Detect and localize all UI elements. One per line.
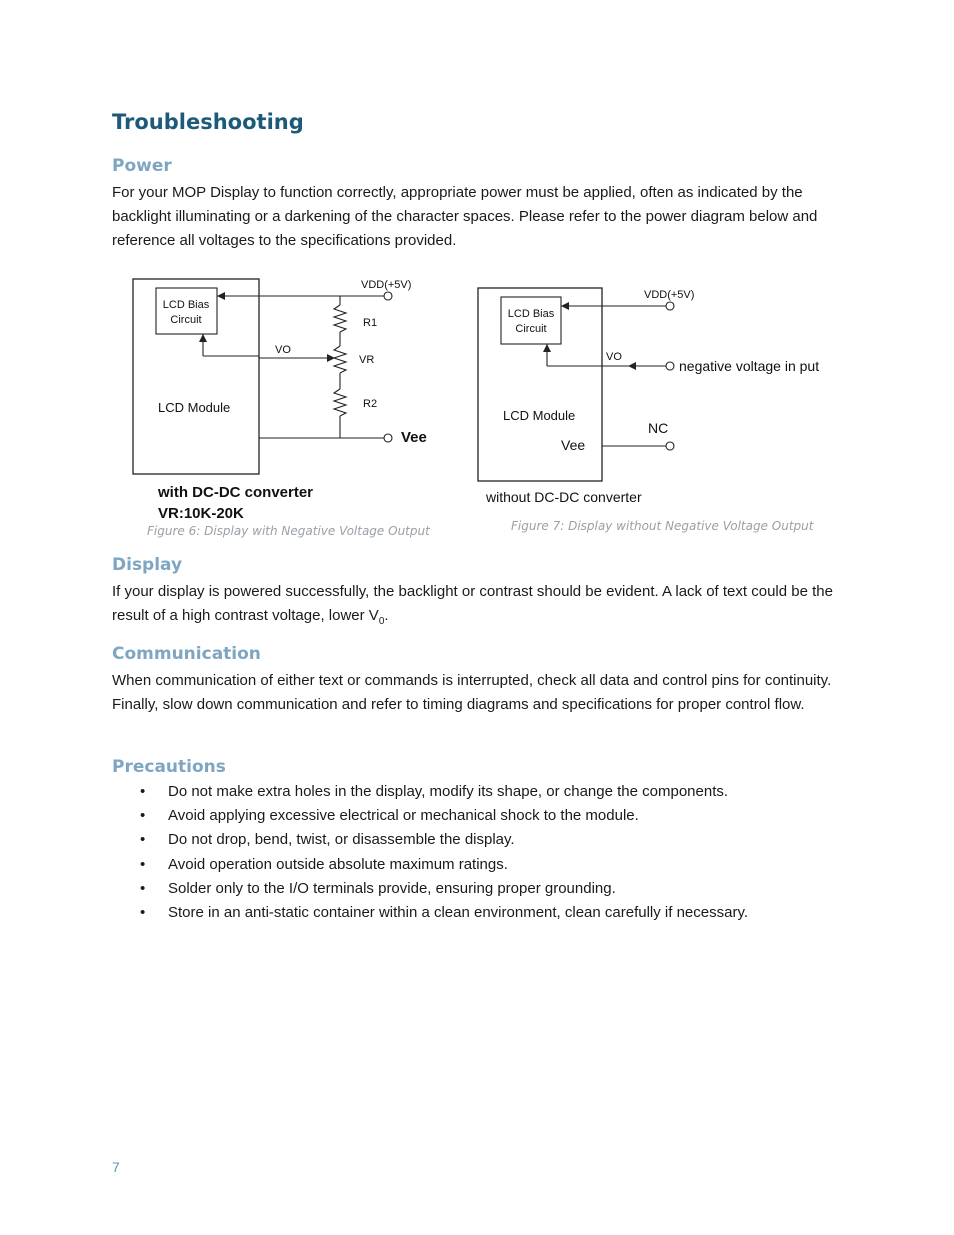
lcd-bias-box xyxy=(501,297,561,344)
list-item xyxy=(112,828,842,852)
precautions-heading: Precautions xyxy=(112,757,226,777)
list-item xyxy=(112,804,842,828)
nc-label: NC xyxy=(648,420,669,436)
lcd-bias-label-2: Circuit xyxy=(170,314,202,326)
power-paragraph: For your MOP Display to function correctly, appropriate power must be applied, often as indicated by the backlight illuminating or a darkening of the character spaces. Please refer to the power diagram below and reference all voltages to the specifications provided. xyxy=(112,184,818,249)
display-subscript: 0 xyxy=(378,616,385,627)
list-item-text: Do not make extra holes in the display, modify its shape, or change the components. xyxy=(168,783,729,800)
communication-heading: Communication xyxy=(112,644,261,664)
list-item-text: Avoid operation outside absolute maximum ratings. xyxy=(168,855,508,873)
figure-6-caption: Figure 6: Display with Negative Voltage Output xyxy=(147,524,430,538)
precautions-list xyxy=(112,780,842,925)
list-item xyxy=(112,780,842,804)
power-heading: Power xyxy=(112,156,172,176)
vo-label: VO xyxy=(275,344,291,356)
bullet-icon: • xyxy=(140,855,146,873)
list-item xyxy=(112,901,842,925)
lcd-module-label: LCD Module xyxy=(503,408,576,423)
vdd-label: VDD(+5V) xyxy=(644,289,695,301)
vr-label: VR xyxy=(359,354,375,366)
bullet-icon: • xyxy=(140,807,146,825)
list-item-text: Solder only to the I/O terminals provide, ensuring proper grounding. xyxy=(168,879,616,897)
vdd-label: VDD(+5V) xyxy=(361,279,412,291)
bullet-icon: • xyxy=(140,879,146,897)
dc-dc-note: without DC-DC converter xyxy=(486,489,642,505)
display-text: If your display is powered successfully, the backlight or contrast should be evident. A lack of text could be the result of a high contrast voltage, lower V xyxy=(112,583,833,624)
negative-input-terminal xyxy=(666,362,674,370)
dc-dc-note: with DC-DC converter xyxy=(158,484,314,501)
bullet-icon: • xyxy=(140,831,146,849)
lcd-bias-label-1: LCD Bias xyxy=(507,308,555,320)
list-item xyxy=(112,853,842,877)
vee-terminal xyxy=(384,434,392,442)
lcd-bias-label-2: Circuit xyxy=(515,323,547,335)
vr-range-note: VR:10K-20K xyxy=(158,505,244,522)
display-text-end: . xyxy=(384,607,389,624)
lcd-bias-box xyxy=(156,288,217,334)
list-item-text: Store in an anti-static container within a clean environment, clean carefully if necessary. xyxy=(168,903,749,921)
figure-7-diagram xyxy=(470,280,850,510)
r2-label: R2 xyxy=(363,398,378,410)
communication-paragraph: When communication of either text or commands is interrupted, check all data and control pins for continuity. Finally, slow down communication and refer to timing diagrams and specifications for proper control flow. xyxy=(112,672,832,713)
r1-label: R1 xyxy=(363,317,378,329)
bullet-icon: • xyxy=(140,903,146,921)
r1-resistor xyxy=(334,305,346,332)
vee-terminal xyxy=(666,442,674,450)
lcd-bias-label-1: LCD Bias xyxy=(162,299,210,311)
vee-label: Vee xyxy=(561,437,586,453)
bullet-icon: • xyxy=(140,783,146,800)
page-number: 7 xyxy=(112,1159,120,1175)
vo-label: VO xyxy=(606,351,622,363)
display-paragraph xyxy=(112,580,842,634)
list-item xyxy=(112,877,842,901)
vdd-terminal xyxy=(384,292,392,300)
r2-resistor xyxy=(334,389,346,416)
vr-resistor xyxy=(334,346,346,373)
vdd-terminal xyxy=(666,302,674,310)
display-heading: Display xyxy=(112,555,183,575)
negative-input-label: negative voltage in put xyxy=(679,358,820,374)
list-item-text: Do not drop, bend, twist, or disassemble the display. xyxy=(168,831,515,849)
lcd-module-label: LCD Module xyxy=(158,400,231,415)
page-title: Troubleshooting xyxy=(112,110,304,134)
figure-7-caption: Figure 7: Display without Negative Voltage Output xyxy=(511,519,814,533)
vee-label: Vee xyxy=(401,429,427,446)
figure-6-diagram xyxy=(125,270,445,525)
list-item-text: Avoid applying excessive electrical or mechanical shock to the module. xyxy=(168,807,639,825)
